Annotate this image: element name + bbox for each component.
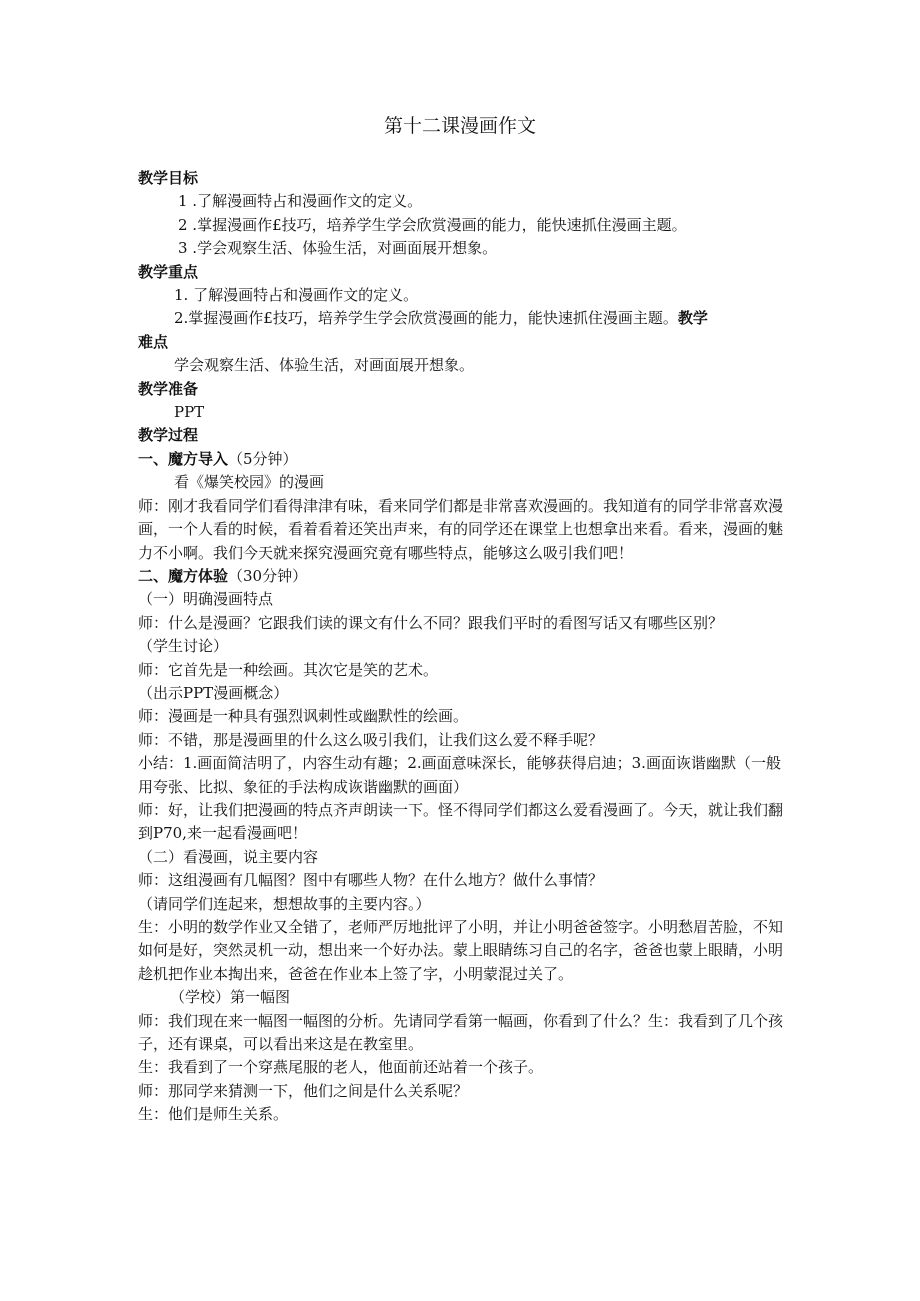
part1-heading: 一、魔方导入 xyxy=(138,449,229,468)
heading-difficulty-part2: 难点 xyxy=(138,332,169,351)
body-line: 师：那同学来猜测一下，他们之间是什么关系呢？ xyxy=(138,1081,469,1100)
goal-item: 3 .学会观察生活、体验生活，对画面展开想象。 xyxy=(178,239,498,258)
heading-difficulty-part1: 教学 xyxy=(677,309,708,328)
body-line: （二）看漫画，说主要内容 xyxy=(138,847,319,866)
body-line: 师：好，让我们把漫画的特点齐声朗读一下。怪不得同学们都这么爱看漫画了。今天，就让我们翻到P70,来一起看漫画吧！ xyxy=(138,800,784,843)
goal-item: 1 .了解漫画特占和漫画作文的定义。 xyxy=(178,192,423,211)
body-line: （一）明确漫画特点 xyxy=(138,590,274,609)
part2-heading-line xyxy=(138,565,783,588)
school-line: （学校）第一幅图 xyxy=(170,988,291,1007)
key-point-text: 2.掌握漫画作£技巧，培养学生学会欣赏漫画的能力，能快速抓住漫画主题。 xyxy=(174,309,678,328)
body-line: 师：我们现在来一幅图一幅图的分析。先请同学看第一幅画，你看到了什么？生：我看到了几个孩子，还有课桌，可以看出来这是在教室里。 xyxy=(138,1011,784,1054)
body-line: 小结：1.画面简洁明了，内容生动有趣；2.画面意味深长，能够获得启迪；3.画面诙谐幽默（一般用夸张、比拟、象征的手法构成诙谐幽默的画面） xyxy=(138,754,781,796)
heading-goals: 教学目标 xyxy=(138,169,199,187)
body-line: （学生讨论） xyxy=(138,637,229,656)
part1-line: 看《爆笑校园》的漫画 xyxy=(174,473,325,492)
key-point-item xyxy=(138,307,783,330)
heading-process: 教学过程 xyxy=(138,426,199,445)
difficulty-text: 学会观察生活、体验生活，对画面展开想象。 xyxy=(174,356,475,375)
body-line: 师：这组漫画有几幅图？图中有哪些人物？在什么地方？做什么事情？ xyxy=(138,871,604,890)
heading-preparation: 教学准备 xyxy=(138,379,199,398)
heading-key-points: 教学重点 xyxy=(138,262,199,281)
document-body xyxy=(138,167,783,1127)
document-title: 第十二课漫画作文 xyxy=(383,115,536,137)
body-line: 生：我看到了一个穿燕尾服的老人，他面前还站着一个孩子。 xyxy=(138,1058,544,1077)
preparation-text: PPT xyxy=(174,403,205,422)
key-point-item: 1. 了解漫画特占和漫画作文的定义。 xyxy=(174,286,419,305)
body-line: 生：他们是师生关系。 xyxy=(138,1105,289,1124)
body-line: 师：不错，那是漫画里的什么这么吸引我们，让我们这么爱不释手呢？ xyxy=(138,730,604,749)
part2-time: （30分钟） xyxy=(228,566,308,585)
body-line: 生：小明的数学作业又全错了，老师严厉地批评了小明，并让小明爸爸签字。小明愁眉苦脸，不知如何是好，突然灵机一动，想出来一个好办法。蒙上眼睛练习自己的名字，爸爸也蒙上眼睛，小明趁机把作业本掏出来，爸爸在作业本上签了字，小明蒙混过关了。 xyxy=(138,918,784,983)
goal-item: 2 .掌握漫画作£技巧，培养学生学会欣赏漫画的能力，能快速抓住漫画主题。 xyxy=(178,215,687,234)
body-line: 师：什么是漫画？它跟我们读的课文有什么不同？跟我们平时的看图写话又有哪些区别？ xyxy=(138,613,724,632)
part1-paragraph: 师：刚才我看同学们看得津津有味，看来同学们都是非常喜欢漫画的。我知道有的同学非常喜欢漫画，一个人看的时候，看着看着还笑出声来，有的同学还在课堂上也想拿出来看。看来，漫画的魅力不小啊。我们今天就来探究漫画究竟有哪些特点，能够这么吸引我们吧！ xyxy=(138,496,784,562)
part1-heading-line xyxy=(138,448,783,471)
part2-heading: 二、魔方体验 xyxy=(138,566,229,585)
body-line: （请同学们连起来，想想故事的主要内容。） xyxy=(138,894,431,913)
body-line: 师：漫画是一种具有强烈讽刺性或幽默性的绘画。 xyxy=(138,707,469,726)
body-line: 师：它首先是一种绘画。其次它是笑的艺术。 xyxy=(138,660,439,679)
body-line: （出示PPT漫画概念） xyxy=(138,683,289,702)
part1-time: （5分钟） xyxy=(228,449,298,468)
